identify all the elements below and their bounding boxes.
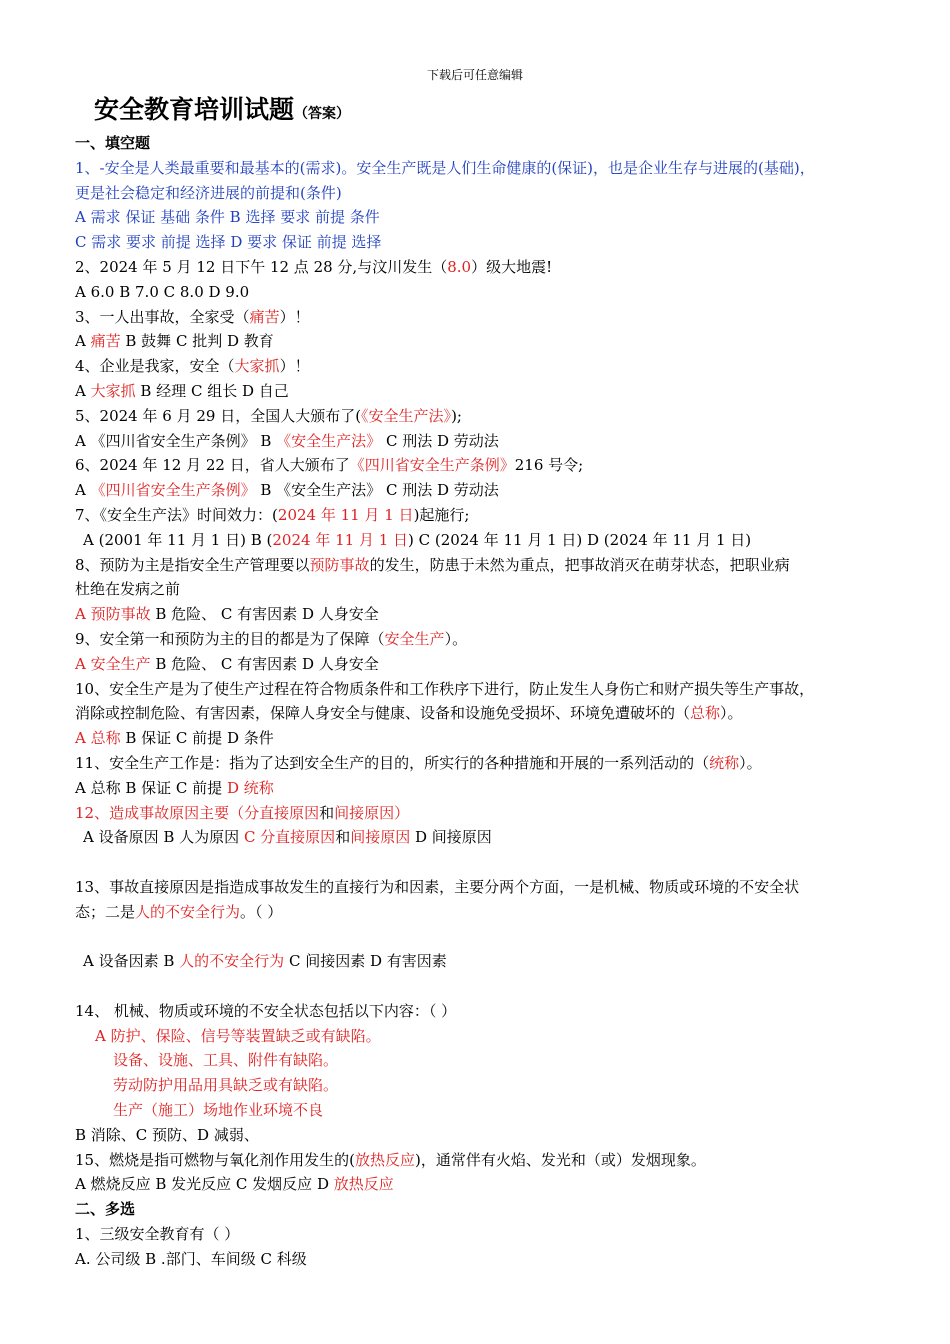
question-line — [75, 1247, 895, 1272]
answer-text: 2024 年 11 月 1 日 — [272, 530, 409, 549]
text-segment: C 间接因素 D 有害因素 — [284, 952, 447, 971]
text-segment: 杜绝在发病之前 — [75, 580, 181, 599]
text-segment: ）！ — [279, 307, 310, 326]
question-line — [75, 453, 895, 478]
answer-text: D 统称 — [226, 778, 274, 797]
question-line — [75, 801, 895, 826]
answer-text: 大家抓 — [90, 381, 136, 400]
text-segment: 更是社会稳定和经济进展的前提和(条件) — [75, 183, 342, 202]
text-segment: 。（ ） — [240, 902, 283, 921]
answer-text: 放热反应 — [333, 1175, 394, 1194]
question-line — [75, 900, 895, 925]
text-segment: 2、2024 年 5 月 12 日下午 12 点 28 分,与汶川发生（ — [75, 257, 448, 276]
question-line — [75, 602, 895, 627]
question-line — [75, 949, 895, 974]
text-segment: A 设备因素 B — [83, 952, 180, 971]
answer-text: 劳动防护用品用具缺乏或有缺陷。 — [113, 1076, 339, 1095]
question-line — [75, 677, 895, 702]
text-segment: A 6.0 B 7.0 C 8.0 D 9.0 — [75, 282, 250, 301]
text-segment: ）。 — [444, 629, 468, 648]
text-segment: 6、2024 年 12 月 22 日，省人大颁布了 — [75, 456, 350, 475]
text-segment: 5、2024 年 6 月 29 日，全国人大颁布了( — [75, 406, 362, 425]
text-segment: 4、企业是我家，安全（ — [75, 357, 235, 376]
text-segment: ）。 — [739, 753, 762, 772]
question-line — [75, 825, 895, 850]
text-segment: A 设备原因 B 人为原因 — [83, 828, 244, 847]
text-segment: 3、一人出事故，全家受（ — [75, 307, 250, 326]
question-line — [75, 776, 895, 801]
answer-text: C 分直接原因 — [243, 828, 336, 847]
question-line — [75, 726, 895, 751]
text-segment: A 《四川省安全生产条例》 B — [75, 431, 277, 450]
answer-text: 《四川省安全生产条例》 — [349, 456, 515, 475]
question-line — [75, 1048, 895, 1073]
answer-text: 生产（施工）场地作业环境不良 — [113, 1101, 324, 1120]
answer-text: 大家抓 — [234, 357, 280, 376]
question-line — [75, 1148, 895, 1173]
blank-line — [75, 925, 895, 950]
answer-text: 人的不安全行为 — [179, 952, 285, 971]
text-segment: 7、《安全生产法》时间效力：( — [75, 505, 278, 524]
title-sub: （答案） — [294, 106, 351, 122]
answer-text: 《四川省安全生产条例》 — [90, 481, 256, 500]
question-line — [75, 230, 895, 255]
question-line — [75, 1098, 895, 1123]
question-line — [75, 652, 895, 677]
question-line — [75, 429, 895, 454]
text-segment: B 《安全生产法》 C 刑法 D 劳动法 — [255, 481, 499, 500]
text-segment: 15、燃烧是指可燃物与氧化剂作用发生的( — [75, 1150, 355, 1169]
question-line — [75, 1024, 895, 1049]
question-line — [75, 751, 895, 776]
text-segment: C 刑法 D 劳动法 — [381, 431, 499, 450]
answer-text: A 防护、保险、信号等装置缺乏或有缺陷。 — [95, 1026, 381, 1045]
question-line — [75, 627, 895, 652]
text-segment: 态；二是 — [75, 902, 136, 921]
text-segment: 11、安全生产工作是：指为了达到安全生产的目的，所实行的各种措施和开展的一系列活动的（ — [75, 753, 710, 772]
question-line — [75, 701, 895, 726]
answer-text: 预防事故 — [309, 555, 370, 574]
question-line — [75, 305, 895, 330]
text-segment: A (2001 年 11 月 1 日) B ( — [83, 530, 273, 549]
text-segment: 13、事故直接原因是指造成事故发生的直接行为和因素，主要分两个方面，一是机械、物质或环境的不安全状 — [75, 877, 800, 896]
text-segment: ）。 — [720, 704, 743, 723]
text-segment: 消除或控制危险、有害因素，保障人身安全与健康、设备和设施免受损坏、环境免遭破坏的（ — [75, 704, 691, 723]
text-segment: B 保证 C 前提 D 条件 — [120, 729, 274, 748]
question-line — [75, 875, 895, 900]
text-segment: ); — [451, 406, 462, 425]
text-segment: A 总称 B 保证 C 前提 — [75, 778, 227, 797]
question-line — [75, 329, 895, 354]
question-line — [75, 1222, 895, 1247]
answer-text: 痛苦 — [90, 332, 121, 351]
text-segment: 9、安全第一和预防为主的目的都是为了保障（ — [75, 629, 385, 648]
answer-text: 安全生产 — [384, 629, 445, 648]
answer-text: 8.0 — [447, 257, 472, 276]
text-segment: )起施行; — [413, 505, 470, 524]
text-segment: 和 — [335, 828, 351, 847]
text-segment: B 危险、 C 有害因素 D 人身安全 — [150, 605, 379, 624]
text-segment: 216 号令; — [514, 456, 584, 475]
text-segment: 1、-安全是人类最重要和最基本的(需求)。安全生产既是人们生命健康的(保证)，也是企业生存与进展的(基础)， — [75, 158, 815, 177]
text-segment: A 燃烧反应 B 发光反应 C 发烟反应 D — [75, 1175, 334, 1194]
text-segment: A — [75, 481, 91, 500]
question-line — [75, 577, 895, 602]
text-segment: ）级大地震! — [471, 257, 553, 276]
answer-text: 2024 年 11 月 1 日 — [277, 505, 414, 524]
text-segment: A 需求 保证 基础 条件 B 选择 要求 前提 条件 — [75, 208, 380, 227]
answer-text: 设备、设施、工具、附件有缺陷。 — [113, 1051, 339, 1070]
answer-text: 痛苦 — [249, 307, 280, 326]
text-segment: 二、多选 — [75, 1200, 136, 1219]
answer-text: 《安全生产法》 — [361, 406, 452, 425]
text-segment: B 消除、C 预防、D 减弱、 — [75, 1125, 259, 1144]
question-line — [75, 999, 895, 1024]
answer-text: A 总称 — [75, 729, 121, 748]
question-line — [75, 205, 895, 230]
answer-text: 放热反应 — [354, 1150, 415, 1169]
question-line — [75, 255, 895, 280]
exam-content — [75, 131, 895, 1272]
header-note: 下载后可任意编辑 — [426, 68, 523, 82]
text-segment: D 间接原因 — [410, 828, 492, 847]
question-line — [75, 156, 895, 181]
text-segment: ) C (2024 年 11 月 1 日) D (2024 年 11 月 1 日) — [408, 530, 752, 549]
text-segment: B 鼓舞 C 批判 D 教育 — [120, 332, 274, 351]
question-line — [75, 503, 895, 528]
page-title — [94, 90, 350, 126]
section-heading — [75, 1197, 895, 1222]
question-line — [75, 280, 895, 305]
text-segment: A — [75, 381, 91, 400]
answer-text: A 预防事故 — [75, 605, 151, 624]
answer-text: A 安全生产 — [75, 654, 151, 673]
answer-text: 《安全生产法》 — [276, 431, 382, 450]
answer-text: 总称 — [690, 704, 721, 723]
blank-line — [75, 850, 895, 875]
question-line — [75, 1172, 895, 1197]
question-line — [75, 528, 895, 553]
text-segment: 的发生，防患于未然为重点，把事故消灭在萌芽状态，把职业病 — [369, 555, 790, 574]
text-segment: 1、三级安全教育有（ ） — [75, 1225, 240, 1244]
answer-text: 间接原因） — [334, 803, 410, 822]
answer-text: 人的不安全行为 — [135, 902, 241, 921]
text-segment: )，通常伴有火焰、发光和（或）发烟现象。 — [414, 1150, 706, 1169]
question-line — [75, 181, 895, 206]
question-line — [75, 1123, 895, 1148]
question-line — [75, 354, 895, 379]
title-main: 安全教育培训试题 — [94, 95, 295, 124]
text-segment: 8、预防为主是指安全生产管理要以 — [75, 555, 310, 574]
question-line — [75, 1073, 895, 1098]
text-segment: B 经理 C 组长 D 自己 — [135, 381, 289, 400]
question-line — [75, 478, 895, 503]
text-segment: A — [75, 332, 91, 351]
text-segment: 14、 机械、物质或环境的不安全状态包括以下内容：（ ） — [75, 1001, 457, 1020]
text-segment: B 危险、 C 有害因素 D 人身安全 — [150, 654, 379, 673]
answer-text: 统称 — [709, 753, 740, 772]
question-line — [75, 379, 895, 404]
answer-text: 12、造成事故原因主要（分直接原因 — [75, 803, 320, 822]
text-segment: 一、填空题 — [75, 134, 151, 152]
question-line — [75, 553, 895, 578]
blank-line — [75, 974, 895, 999]
section-heading — [75, 131, 895, 156]
text-segment: 10、安全生产是为了使生产过程在符合物质条件和工作秩序下进行，防止发生人身伤亡和财产损失等生产事故， — [75, 679, 815, 698]
text-segment: A. 公司级 B .部门、车间级 C 科级 — [75, 1249, 307, 1268]
answer-text: 间接原因 — [350, 828, 411, 847]
text-segment: 和 — [319, 803, 335, 822]
text-segment: C 需求 要求 前提 选择 D 要求 保证 前提 选择 — [75, 233, 382, 252]
text-segment: ）！ — [279, 357, 310, 376]
question-line — [75, 404, 895, 429]
